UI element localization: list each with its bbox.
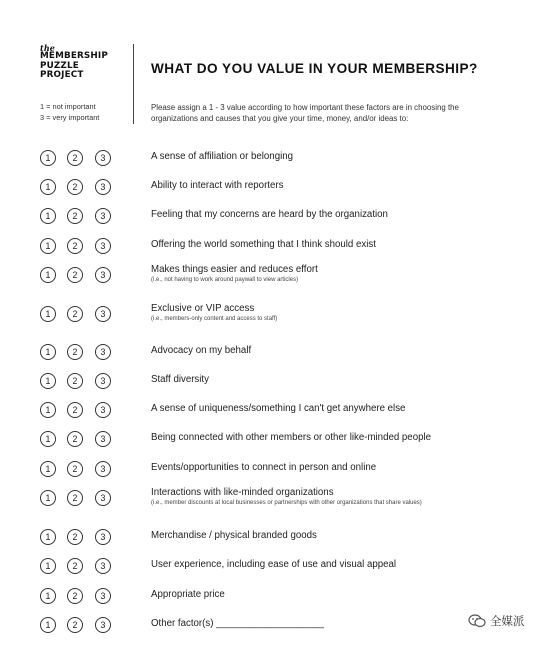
factor-label: A sense of affiliation or belonging — [151, 151, 294, 162]
rating-circle-2[interactable]: 2 — [67, 306, 83, 322]
logo-the: the — [40, 43, 56, 53]
logo-line-3: PROJECT — [40, 70, 84, 81]
factor-label: Being connected with other members or other like-minded people — [151, 432, 432, 443]
rating-circle-1[interactable]: 1 — [40, 461, 56, 477]
page-title: WHAT DO YOU VALUE IN YOUR MEMBERSHIP? — [151, 61, 478, 76]
rating-circle-2[interactable]: 2 — [67, 238, 83, 254]
rating-circle-1[interactable]: 1 — [40, 179, 56, 195]
rating-circle-3[interactable]: 3 — [95, 208, 111, 224]
membership-puzzle-project-logo — [40, 44, 132, 81]
rating-circle-1[interactable]: 1 — [40, 558, 56, 574]
rating-circle-1[interactable]: 1 — [40, 267, 56, 283]
factor-label: Advocacy on my behalf — [151, 345, 252, 356]
rating-circle-3[interactable]: 3 — [95, 588, 111, 604]
logo-line-1: MEMBERSHIP — [40, 51, 108, 61]
rating-circle-3[interactable]: 3 — [95, 558, 111, 574]
factor-label: Appropriate price — [151, 589, 225, 600]
rating-circle-3[interactable]: 3 — [95, 402, 111, 418]
rating-circle-2[interactable]: 2 — [67, 267, 83, 283]
factor-label: Staff diversity — [151, 374, 209, 385]
rating-circle-2[interactable]: 2 — [67, 150, 83, 166]
rating-circle-1[interactable]: 1 — [40, 150, 56, 166]
rating-circle-3[interactable]: 3 — [95, 179, 111, 195]
rating-circle-1[interactable]: 1 — [40, 344, 56, 360]
rating-circle-3[interactable]: 3 — [95, 617, 111, 633]
rating-circle-1[interactable]: 1 — [40, 402, 56, 418]
factor-label: Events/opportunities to connect in person and online — [151, 462, 377, 473]
rating-circle-3[interactable]: 3 — [95, 150, 111, 166]
rating-circle-1[interactable]: 1 — [40, 208, 56, 224]
factor-label: A sense of uniqueness/something I can't get anywhere else — [151, 403, 406, 414]
instructions: Please assign a 1 - 3 value according to how important these factors are in choosing the organizations and causes that you give your time, money, and/or ideas to: — [151, 103, 459, 123]
rating-legend — [40, 101, 99, 123]
rating-circle-1[interactable]: 1 — [40, 373, 56, 389]
rating-circle-3[interactable]: 3 — [95, 306, 111, 322]
rating-circle-3[interactable]: 3 — [95, 238, 111, 254]
factor-label: Feeling that my concerns are heard by the organization — [151, 209, 388, 220]
watermark-text: 全媒派 — [490, 616, 525, 628]
rating-circle-3[interactable]: 3 — [95, 490, 111, 506]
factor-note: (i.e., members-only content and access to staff) — [151, 316, 278, 322]
factor-label: Exclusive or VIP access — [151, 303, 255, 314]
rating-circle-3[interactable]: 3 — [95, 529, 111, 545]
factor-label: Other factor(s) ____________________ — [151, 618, 324, 629]
factor-note: (i.e., not having to work around paywall to view articles) — [151, 277, 299, 283]
rating-circle-2[interactable]: 2 — [67, 344, 83, 360]
rating-circle-2[interactable]: 2 — [67, 558, 83, 574]
rating-circle-2[interactable]: 2 — [67, 529, 83, 545]
rating-circle-3[interactable]: 3 — [95, 461, 111, 477]
rating-circle-1[interactable]: 1 — [40, 617, 56, 633]
rating-circle-1[interactable]: 1 — [40, 490, 56, 506]
factor-label: Makes things easier and reduces effort — [151, 264, 318, 275]
rating-circle-2[interactable]: 2 — [67, 588, 83, 604]
factor-label: Offering the world something that I think should exist — [151, 239, 376, 250]
rating-circle-3[interactable]: 3 — [95, 344, 111, 360]
watermark — [468, 613, 525, 629]
factor-label: Merchandise / physical branded goods — [151, 530, 317, 541]
legend-high: 3 = very important — [40, 113, 100, 122]
rating-circle-2[interactable]: 2 — [67, 179, 83, 195]
rating-circle-2[interactable]: 2 — [67, 208, 83, 224]
factor-label: User experience, including ease of use and visual appeal — [151, 559, 397, 570]
rating-circle-2[interactable]: 2 — [67, 402, 83, 418]
rating-circle-3[interactable]: 3 — [95, 267, 111, 283]
rating-circle-3[interactable]: 3 — [95, 431, 111, 447]
header-divider — [133, 44, 134, 124]
rating-circle-1[interactable]: 1 — [40, 588, 56, 604]
rating-circle-1[interactable]: 1 — [40, 529, 56, 545]
rating-circle-3[interactable]: 3 — [95, 373, 111, 389]
rating-circle-2[interactable]: 2 — [67, 617, 83, 633]
rating-circle-1[interactable]: 1 — [40, 306, 56, 322]
logo-line-2: PUZZLE — [40, 60, 79, 71]
factor-label: Ability to interact with reporters — [151, 180, 284, 191]
rating-circle-1[interactable]: 1 — [40, 431, 56, 447]
rating-circle-1[interactable]: 1 — [40, 238, 56, 254]
rating-circle-2[interactable]: 2 — [67, 490, 83, 506]
factor-note: (i.e., member discounts at local businesses or partnerships with other organizations that share values) — [151, 500, 422, 506]
rating-circle-2[interactable]: 2 — [67, 373, 83, 389]
rating-circle-2[interactable]: 2 — [67, 461, 83, 477]
legend-low: 1 = not important — [40, 102, 96, 111]
wechat-icon — [468, 614, 486, 628]
rating-circle-2[interactable]: 2 — [67, 431, 83, 447]
factor-label: Interactions with like-minded organizations — [151, 487, 334, 498]
